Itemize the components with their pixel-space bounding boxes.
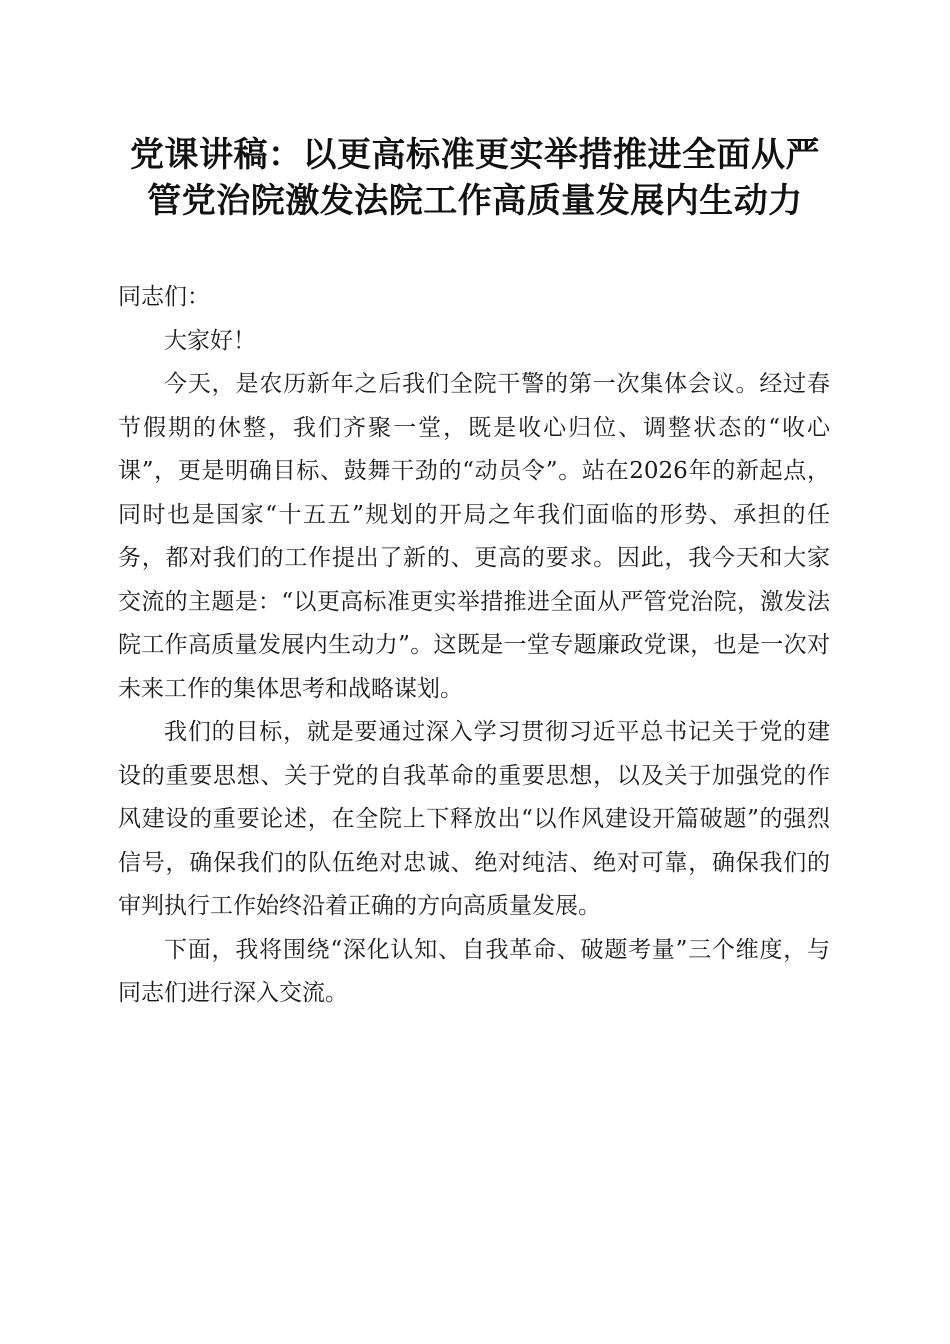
paragraph-outline: 下面，我将围绕“深化认知、自我革命、破题考量”三个维度，与同志们进行深入交流。	[118, 936, 830, 1006]
paragraph-greeting: 大家好！	[164, 327, 256, 354]
document-body	[118, 276, 830, 1016]
salutation: 同志们：	[118, 284, 210, 310]
paragraph-goal: 我们的目标，就是要通过深入学习贯彻习近平总书记关于党的建设的重要思想、关于党的自我革命的重要思想，以及关于加强党的作风建设的重要论述，在全院上下释放出“以作风建设开篇破题”的强烈信号，确保我们的队伍绝对忠诚、绝对纯洁、绝对可靠，确保我们的审判执行工作始终沿着正确的方向高质量发展。	[118, 719, 830, 919]
title-line-2: 管党治院激发法院工作高质量发展内生动力	[147, 181, 803, 221]
title-line-1: 党课讲稿：以更高标准更实举措推进全面从严	[130, 135, 820, 175]
document-title	[100, 132, 850, 224]
paragraph-introduction: 今天，是农历新年之后我们全院干警的第一次集体会议。经过春节假期的休整，我们齐聚一堂，既是收心归位、调整状态的“收心课”，更是明确目标、鼓舞干劲的“动员令”。站在2026年的新起点，同时也是国家“十五五”规划的开局之年我们面临的形势、承担的任务，都对我们的工作提出了新的、更高的要求。因此，我今天和大家交流的主题是：“以更高标准更实举措推进全面从严管党治院，激发法院工作高质量发展内生动力”。这既是一堂专题廉政党课，也是一次对未来工作的集体思考和战略谋划。	[118, 371, 830, 702]
